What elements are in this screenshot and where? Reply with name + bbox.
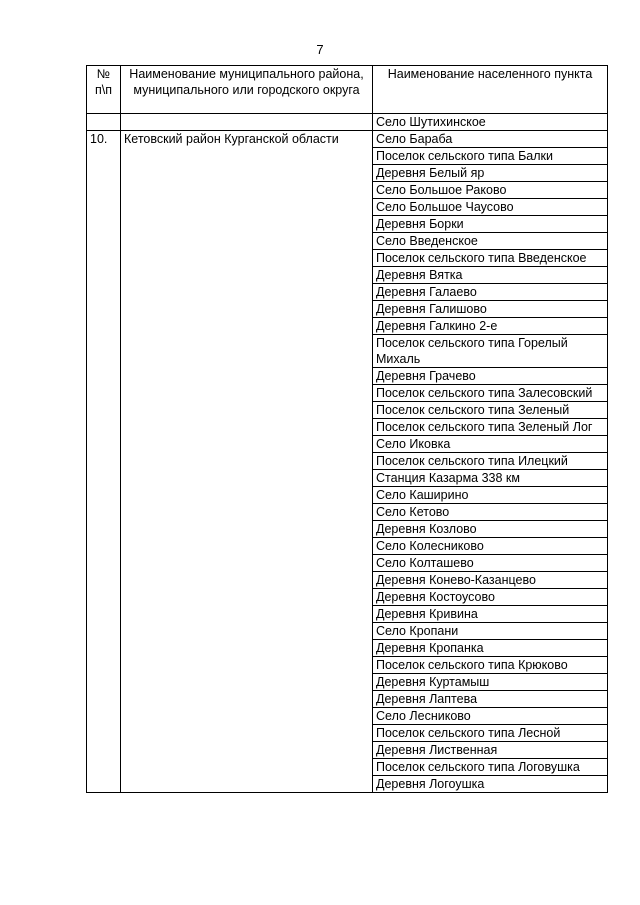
settlement-name: Деревня Куртамыш — [373, 674, 608, 691]
settlement-name: Село Большое Раково — [373, 182, 608, 199]
settlement-name: Поселок сельского типа Введенское — [373, 250, 608, 267]
row-number — [87, 114, 121, 131]
settlement-name: Село Большое Чаусово — [373, 199, 608, 216]
settlement-name: Поселок сельского типа Зеленый Лог — [373, 419, 608, 436]
settlement-name: Деревня Галишово — [373, 301, 608, 318]
settlement-name: Поселок сельского типа Илецкий — [373, 453, 608, 470]
row-municipality — [121, 114, 373, 131]
settlement-name: Деревня Грачево — [373, 368, 608, 385]
settlement-name: Деревня Вятка — [373, 267, 608, 284]
settlement-name: Деревня Логоушка — [373, 776, 608, 793]
settlement-name: Деревня Лиственная — [373, 742, 608, 759]
settlement-name: Село Иковка — [373, 436, 608, 453]
settlement-name: Деревня Кропанка — [373, 640, 608, 657]
settlement-name: Поселок сельского типа Залесовский — [373, 385, 608, 402]
settlement-name: Деревня Кривина — [373, 606, 608, 623]
header-settlement: Наименование населенного пункта — [373, 66, 608, 114]
settlement-name: Поселок сельского типа Крюково — [373, 657, 608, 674]
settlement-name: Деревня Козлово — [373, 521, 608, 538]
settlement-name: Село Колташево — [373, 555, 608, 572]
settlement-name: Село Колесниково — [373, 538, 608, 555]
table-row — [87, 114, 608, 131]
settlement-name: Деревня Лаптева — [373, 691, 608, 708]
settlement-name: Село Введенское — [373, 233, 608, 250]
settlement-name: Деревня Борки — [373, 216, 608, 233]
settlement-name: Поселок сельского типа Балки — [373, 148, 608, 165]
page-number: 7 — [316, 42, 324, 57]
header-number: № п\п — [87, 66, 121, 114]
group-number: 10. — [87, 131, 121, 793]
header-municipality: Наименование муниципального района, муниципального или городского округа — [121, 66, 373, 114]
row-settlement: Село Шутихинское — [373, 114, 608, 131]
settlement-name: Деревня Костоусово — [373, 589, 608, 606]
settlement-name: Село Кетово — [373, 504, 608, 521]
settlement-name: Поселок сельского типа Лесной — [373, 725, 608, 742]
settlement-name: Село Бараба — [373, 131, 608, 148]
settlement-name: Поселок сельского типа Зеленый — [373, 402, 608, 419]
table-row — [87, 131, 608, 148]
settlement-name: Село Кропани — [373, 623, 608, 640]
settlement-name: Станция Казарма 338 км — [373, 470, 608, 487]
settlements-table — [86, 65, 608, 793]
settlement-name: Деревня Галаево — [373, 284, 608, 301]
table-header-row — [87, 66, 608, 114]
settlement-name: Село Каширино — [373, 487, 608, 504]
group-municipality: Кетовский район Курганской области — [121, 131, 373, 793]
settlement-name: Село Лесниково — [373, 708, 608, 725]
settlement-name: Деревня Белый яр — [373, 165, 608, 182]
settlement-name: Поселок сельского типа Горелый Михаль — [373, 335, 608, 368]
settlement-name: Поселок сельского типа Логовушка — [373, 759, 608, 776]
settlement-name: Деревня Конево-Казанцево — [373, 572, 608, 589]
settlement-name: Деревня Галкино 2-е — [373, 318, 608, 335]
